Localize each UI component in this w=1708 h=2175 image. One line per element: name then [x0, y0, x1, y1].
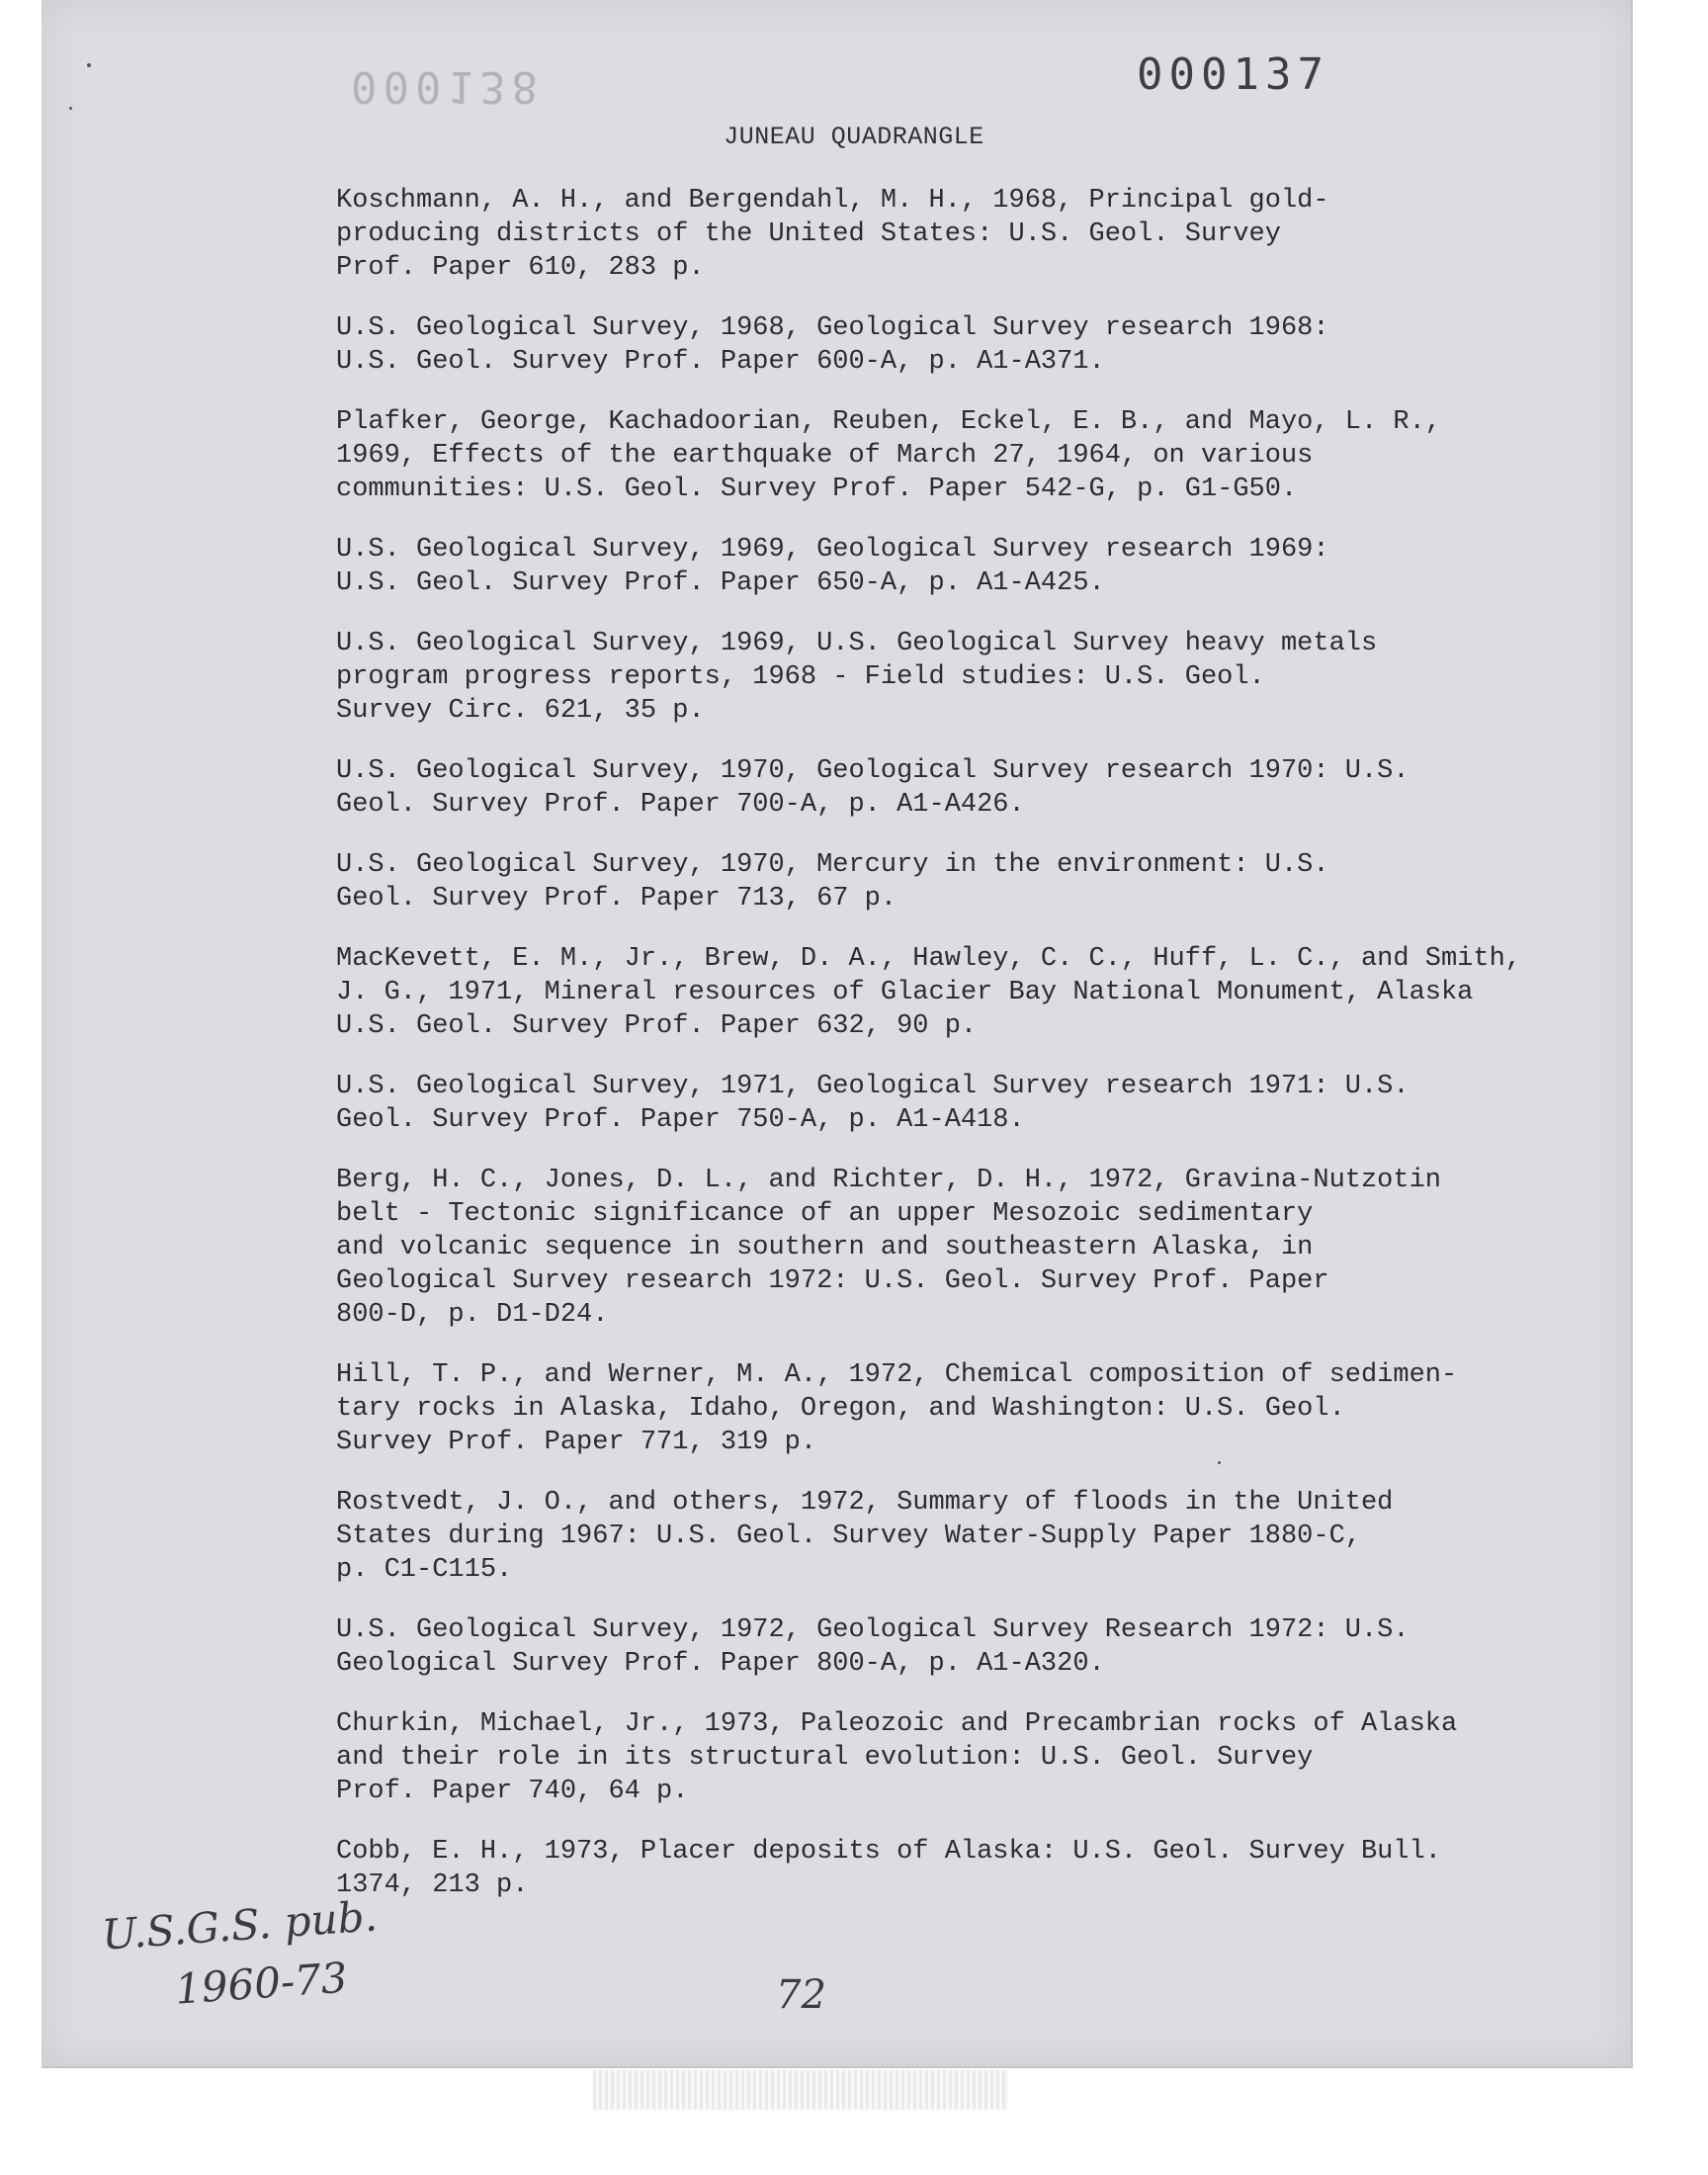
- reference-line: U.S. Geological Survey, 1971, Geological Survey research 1971: U.S.: [336, 1072, 1409, 1101]
- reference-entry: [336, 1835, 1621, 1902]
- reference-entry: [336, 533, 1621, 600]
- reference-line: Prof. Paper 740, 64 p.: [336, 1777, 689, 1806]
- reference-entry: [336, 1486, 1621, 1587]
- reference-line: Survey Prof. Paper 771, 319 p.: [336, 1428, 817, 1457]
- reference-line: Cobb, E. H., 1973, Placer deposits of Alaska: U.S. Geol. Survey Bull.: [336, 1837, 1441, 1867]
- reference-line: Hill, T. P., and Werner, M. A., 1972, Chemical composition of sedimen-: [336, 1360, 1458, 1390]
- reference-line: Geological Survey Prof. Paper 800-A, p. A1-A320.: [336, 1649, 1105, 1679]
- bleed-through-stamp-number: 000138: [351, 61, 544, 112]
- reference-line: U.S. Geol. Survey Prof. Paper 650-A, p. A1-A425.: [336, 568, 1105, 598]
- reference-line: MacKevett, E. M., Jr., Brew, D. A., Hawley, C. C., Huff, L. C., and Smith,: [336, 944, 1521, 974]
- reference-line: U.S. Geological Survey, 1969, U.S. Geological Survey heavy metals: [336, 629, 1378, 658]
- reference-entry: [336, 754, 1621, 822]
- reference-line: producing districts of the United States: U.S. Geol. Survey: [336, 219, 1281, 249]
- reference-line: Geol. Survey Prof. Paper 713, 67 p.: [336, 884, 897, 914]
- reference-list: [336, 184, 1621, 1929]
- reference-line: 1374, 213 p.: [336, 1870, 529, 1900]
- reference-entry: [336, 942, 1621, 1043]
- scan-artifact: [593, 2070, 1008, 2110]
- reference-line: communities: U.S. Geol. Survey Prof. Paper 542-G, p. G1-G50.: [336, 475, 1298, 504]
- reference-line: Geological Survey research 1972: U.S. Geol. Survey Prof. Paper: [336, 1266, 1329, 1296]
- handwritten-note-line-1: U.S.G.S. pub.: [100, 1891, 380, 1959]
- reference-line: p. C1-C115.: [336, 1555, 513, 1585]
- reference-entry: [336, 405, 1621, 506]
- reference-line: Survey Circ. 621, 35 p.: [336, 696, 705, 726]
- reference-entry: [336, 1358, 1621, 1459]
- reference-line: Churkin, Michael, Jr., 1973, Paleozoic and Precambrian rocks of Alaska: [336, 1709, 1458, 1739]
- reference-line: Koschmann, A. H., and Bergendahl, M. H., 1968, Principal gold-: [336, 186, 1329, 216]
- reference-line: U.S. Geological Survey, 1970, Geological Survey research 1970: U.S.: [336, 756, 1409, 786]
- reference-entry: [336, 311, 1621, 379]
- reference-line: 800-D, p. D1-D24.: [336, 1300, 609, 1330]
- dust-speck: [1218, 1461, 1221, 1464]
- page-number: 72: [776, 1972, 826, 2018]
- reference-entry: [336, 1613, 1621, 1681]
- reference-line: and volcanic sequence in southern and southeastern Alaska, in: [336, 1233, 1314, 1262]
- dust-speck: [69, 107, 72, 110]
- reference-entry: [336, 1070, 1621, 1137]
- reference-line: Plafker, George, Kachadoorian, Reuben, Eckel, E. B., and Mayo, L. R.,: [336, 407, 1441, 437]
- reference-line: U.S. Geological Survey, 1968, Geological Survey research 1968:: [336, 313, 1329, 343]
- reference-entry: [336, 184, 1621, 285]
- page-title: JUNEAU QUADRANGLE: [724, 123, 984, 151]
- reference-line: belt - Tectonic significance of an upper Mesozoic sedimentary: [336, 1199, 1314, 1229]
- stamp-number: 000137: [1137, 49, 1329, 100]
- reference-line: J. G., 1971, Mineral resources of Glacier Bay National Monument, Alaska: [336, 978, 1474, 1007]
- reference-line: program progress reports, 1968 - Field studies: U.S. Geol.: [336, 662, 1265, 692]
- reference-line: U.S. Geological Survey, 1969, Geological Survey research 1969:: [336, 535, 1329, 565]
- reference-line: 1969, Effects of the earthquake of March 27, 1964, on various: [336, 441, 1314, 471]
- reference-entry: [336, 1164, 1621, 1332]
- reference-line: Prof. Paper 610, 283 p.: [336, 253, 705, 283]
- reference-line: States during 1967: U.S. Geol. Survey Water-Supply Paper 1880-C,: [336, 1522, 1361, 1551]
- reference-line: Berg, H. C., Jones, D. L., and Richter, D. H., 1972, Gravina-Nutzotin: [336, 1166, 1441, 1195]
- dust-speck: [87, 63, 91, 67]
- reference-line: U.S. Geological Survey, 1970, Mercury in the environment: U.S.: [336, 850, 1329, 880]
- reference-line: U.S. Geological Survey, 1972, Geological Survey Research 1972: U.S.: [336, 1615, 1409, 1645]
- reference-line: tary rocks in Alaska, Idaho, Oregon, and Washington: U.S. Geol.: [336, 1394, 1345, 1424]
- reference-entry: [336, 848, 1621, 915]
- reference-line: U.S. Geol. Survey Prof. Paper 632, 90 p.: [336, 1011, 978, 1041]
- handwritten-note-line-2: 1960-73: [173, 1953, 350, 2014]
- reference-line: U.S. Geol. Survey Prof. Paper 600-A, p. A1-A371.: [336, 347, 1105, 377]
- reference-line: Geol. Survey Prof. Paper 750-A, p. A1-A418.: [336, 1105, 1025, 1135]
- reference-entry: [336, 1707, 1621, 1808]
- reference-line: and their role in its structural evolution: U.S. Geol. Survey: [336, 1743, 1314, 1773]
- reference-entry: [336, 627, 1621, 728]
- reference-line: Rostvedt, J. O., and others, 1972, Summary of floods in the United: [336, 1488, 1394, 1518]
- handwritten-note: [100, 1886, 384, 2024]
- reference-line: Geol. Survey Prof. Paper 700-A, p. A1-A426.: [336, 790, 1025, 820]
